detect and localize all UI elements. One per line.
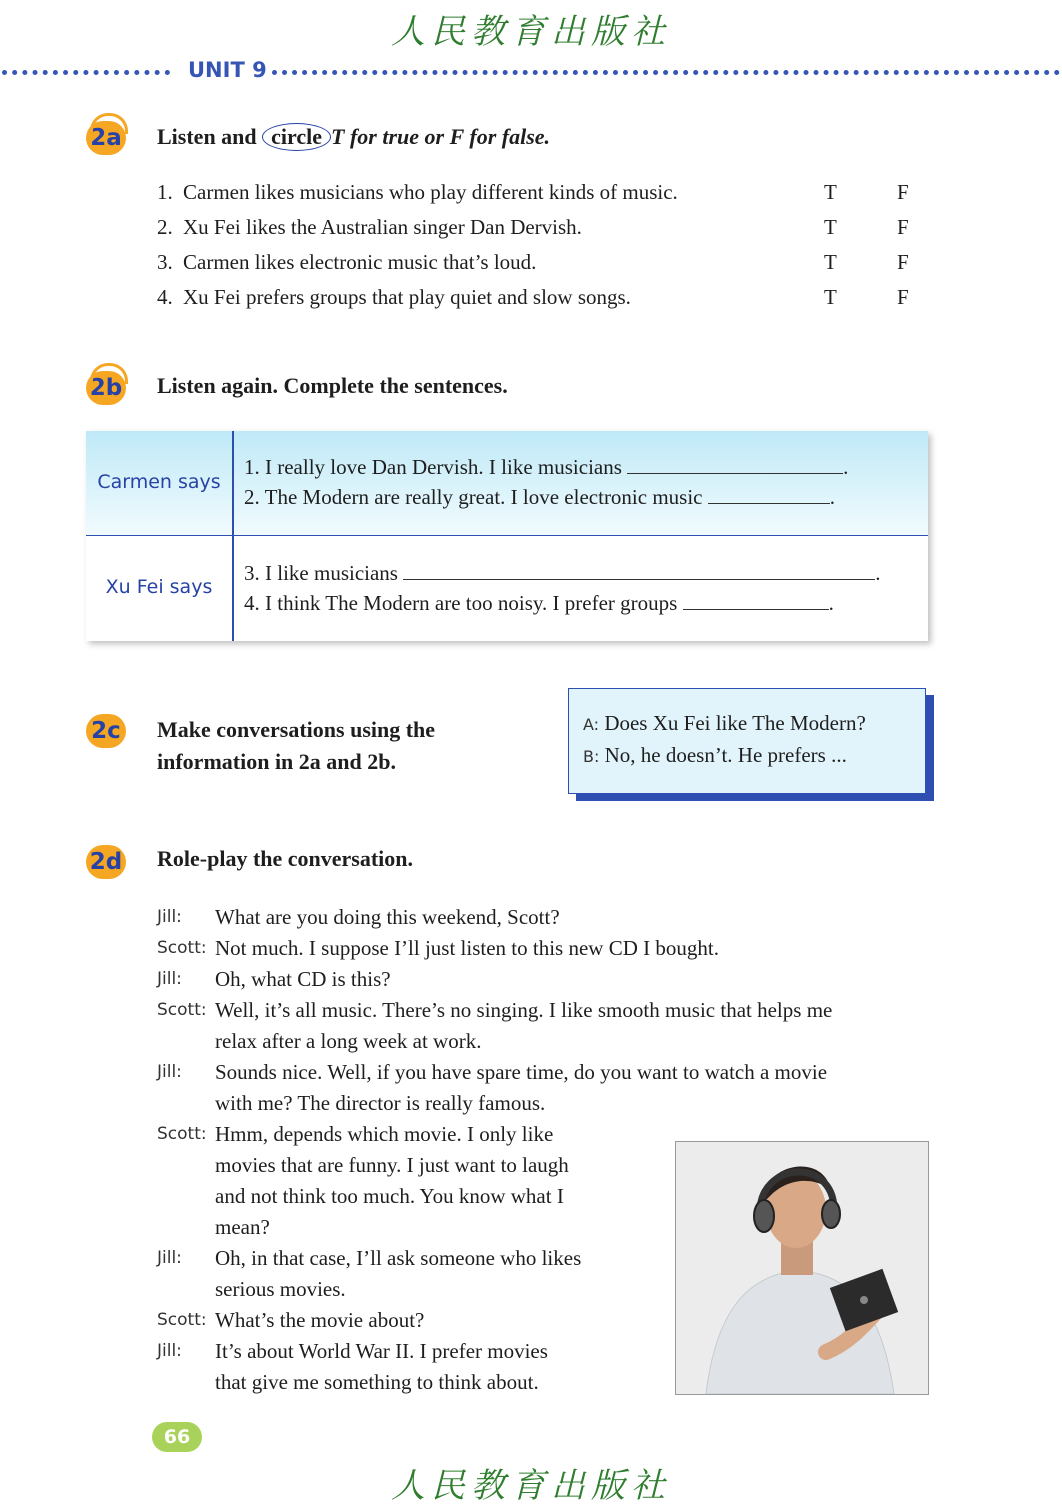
instr-2a-pre: Listen and (157, 124, 257, 149)
sentence-text: 4. I think The Modern are too noisy. I prefer groups (244, 591, 678, 615)
item-text: Carmen likes musicians who play different kinds of music. (183, 180, 678, 204)
table-row (86, 431, 928, 536)
true-option[interactable]: T (824, 215, 837, 239)
dialogue-line: Hmm, depends which movie. I only like (215, 1122, 554, 1146)
boy-headphones-illustration (676, 1142, 928, 1394)
dialogue-line: It’s about World War II. I prefer movies (215, 1339, 548, 1363)
answer-blank[interactable] (403, 561, 875, 580)
answer-blank[interactable] (627, 455, 843, 474)
sentence-text: 1. I really love Dan Dervish. I like musicians (244, 455, 622, 479)
sentence-text: 3. I like musicians (244, 561, 398, 585)
answer-blank[interactable] (708, 485, 830, 504)
item-number: 3. (157, 250, 173, 274)
header-dots-left (2, 70, 170, 75)
dialogue-speaker: Scott: (157, 938, 207, 958)
instr-2c-line2: information in 2a and 2b. (157, 749, 396, 774)
instr-2a-circle-word: circle (262, 123, 331, 151)
dialogue-speaker: Jill: (157, 907, 182, 927)
item-text: Xu Fei prefers groups that play quiet and slow songs. (183, 285, 631, 309)
dialogue-line: relax after a long week at work. (215, 1029, 482, 1053)
dialogue-line: Oh, what CD is this? (215, 967, 391, 991)
example-conversation-box (568, 688, 926, 794)
badge-label: 2b (89, 375, 123, 401)
true-option[interactable]: T (824, 285, 837, 309)
section-badge-2d (86, 845, 126, 879)
dialogue-speaker: Jill: (157, 1341, 182, 1361)
speaker-a: A: (583, 715, 600, 734)
badge-label: 2d (89, 849, 123, 875)
false-option[interactable]: F (897, 250, 909, 274)
instruction-2b: Listen again. Complete the sentences. (157, 373, 508, 398)
tf-item (157, 215, 582, 240)
publisher-logo-top: 人民教育出版社 (391, 12, 671, 52)
item-text: Carmen likes electronic music that’s loud. (183, 250, 537, 274)
item-number: 1. (157, 180, 173, 204)
table-divider (232, 431, 234, 641)
example-line-a (583, 711, 866, 736)
instruction-2c (157, 714, 435, 778)
instruction-2a (157, 123, 550, 151)
false-option[interactable]: F (897, 180, 909, 204)
false-option[interactable]: F (897, 285, 909, 309)
sentence-end: . (829, 485, 836, 509)
item-number: 4. (157, 285, 173, 309)
sentence-2 (244, 485, 835, 510)
speaker-b: B: (583, 747, 600, 766)
sentence-end: . (875, 561, 881, 585)
sentence-4 (244, 591, 834, 616)
headphones-icon (90, 113, 128, 134)
tf-item (157, 180, 678, 205)
dialogue-speaker: Scott: (157, 1000, 207, 1020)
sentence-3 (244, 561, 880, 586)
instr-2c-line1: Make conversations using the (157, 717, 436, 742)
answer-blank[interactable] (683, 591, 829, 610)
dialogue-line: movies that are funny. I just want to laugh (215, 1153, 569, 1177)
completion-table (86, 431, 928, 641)
dialogue-line: that give me something to think about. (215, 1370, 539, 1394)
dialogue-line: and not think too much. You know what I (215, 1184, 564, 1208)
tf-item (157, 285, 631, 310)
dialogue-line: What’s the movie about? (215, 1308, 425, 1332)
dialogue-line: Oh, in that case, I’ll ask someone who likes (215, 1246, 582, 1270)
dialogue-line: mean? (215, 1215, 270, 1239)
header-dots-right (272, 70, 1060, 75)
item-text: Xu Fei likes the Australian singer Dan Dervish. (183, 215, 582, 239)
sentence-text: 2. The Modern are really great. I love electronic music (244, 485, 703, 509)
badge-label: 2a (90, 125, 122, 151)
publisher-logo-bottom: 人民教育出版社 (391, 1466, 671, 1506)
dialogue-line: What are you doing this weekend, Scott? (215, 905, 560, 929)
dialogue-line: Sounds nice. Well, if you have spare time, do you want to watch a movie (215, 1060, 828, 1084)
dialogue-speaker: Scott: (157, 1124, 207, 1144)
dialogue-line: Well, it’s all music. There’s no singing. I like smooth music that helps me (215, 998, 833, 1022)
true-option[interactable]: T (824, 250, 837, 274)
false-option[interactable]: F (897, 215, 909, 239)
dialogue-line: serious movies. (215, 1277, 346, 1301)
dialogue-speaker: Scott: (157, 1310, 207, 1330)
photo-boy-with-headphones (675, 1141, 929, 1395)
instr-2a-post: T for true or F for false. (331, 124, 551, 149)
headphones-icon (90, 363, 128, 384)
page-number: 66 (152, 1422, 202, 1452)
dialogue-speaker: Jill: (157, 1062, 182, 1082)
speaker-label: Carmen says (97, 471, 221, 493)
unit-label: UNIT 9 (184, 58, 271, 82)
sentence-1 (244, 455, 848, 480)
line-text: No, he doesn’t. He prefers ... (604, 743, 847, 767)
table-row (86, 536, 928, 640)
example-line-b (583, 743, 847, 768)
tf-item (157, 250, 536, 275)
sentence-end: . (828, 591, 834, 615)
dialogue-speaker: Jill: (157, 1248, 182, 1268)
dialogue-speaker: Jill: (157, 969, 182, 989)
section-badge-2b (86, 371, 126, 405)
true-option[interactable]: T (824, 180, 837, 204)
badge-label: 2c (91, 718, 121, 744)
section-badge-2a (86, 121, 126, 155)
section-badge-2c (86, 714, 126, 748)
instruction-2d: Role-play the conversation. (157, 846, 414, 871)
line-text: Does Xu Fei like The Modern? (604, 711, 866, 735)
dialogue-line: with me? The director is really famous. (215, 1091, 546, 1115)
speaker-label: Xu Fei says (105, 576, 213, 598)
item-number: 2. (157, 215, 173, 239)
sentence-end: . (843, 455, 849, 479)
dialogue-line: Not much. I suppose I’ll just listen to this new CD I bought. (215, 936, 719, 960)
